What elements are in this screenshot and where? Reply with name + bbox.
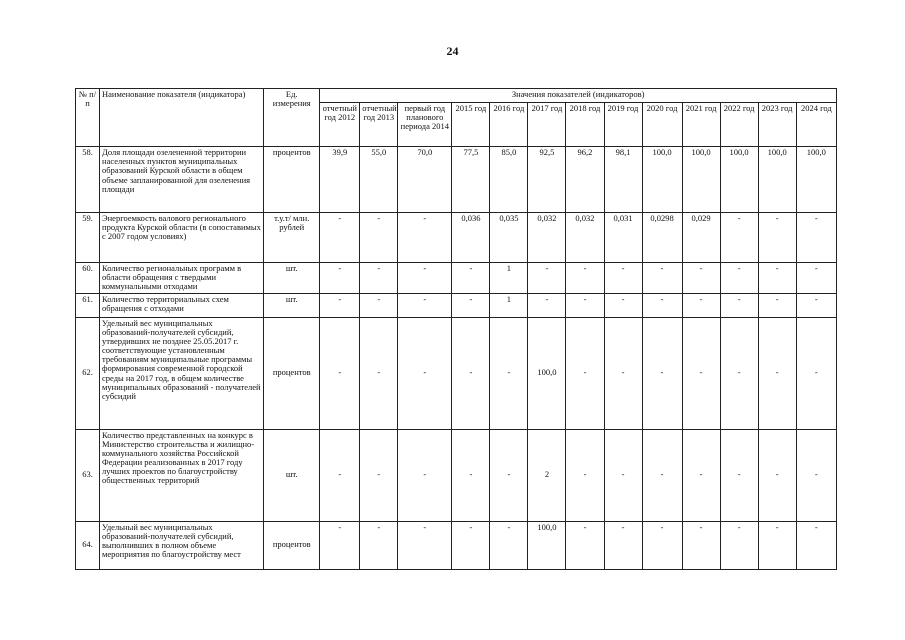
indicator-value: - [758,213,796,263]
indicator-value: 0,036 [452,213,490,263]
indicator-value: - [642,317,682,429]
indicator-value: 100,0 [758,147,796,213]
indicator-value: 1 [490,293,528,317]
indicator-value: 0,032 [528,213,566,263]
unit-of-measure: процентов [264,147,320,213]
unit-of-measure: т.у.т/ млн. рублей [264,213,320,263]
indicator-value: - [398,263,452,294]
header-values: Значения показателей (индикаторов) [320,89,837,103]
indicator-value: - [452,263,490,294]
indicator-value: - [452,521,490,569]
unit-of-measure: шт. [264,263,320,294]
indicator-value: - [320,521,360,569]
indicator-value: - [566,317,604,429]
indicator-value: - [720,521,758,569]
indicator-value: 100,0 [796,147,836,213]
indicator-value: 55,0 [360,147,398,213]
indicator-value: - [796,521,836,569]
unit-of-measure: процентов [264,317,320,429]
indicator-value: 39,9 [320,147,360,213]
indicator-value: - [490,429,528,521]
indicator-value: - [452,317,490,429]
indicator-value: - [682,293,720,317]
indicator-value: - [528,293,566,317]
indicator-value: - [398,521,452,569]
indicator-name: Энергоемкость валового регионального продукта Курской области (в сопоставимых с 2007 годом условиях) [100,213,264,263]
indicator-name: Удельный вес муниципальных образований-получателей субсидий, выполнивших в полном объеме мероприятия по благоустройству мест [100,521,264,569]
indicator-value: 70,0 [398,147,452,213]
indicator-value: - [398,293,452,317]
indicator-value: - [758,293,796,317]
table-row [76,429,837,521]
indicator-value: - [566,263,604,294]
indicator-value: - [720,263,758,294]
indicator-value: - [604,429,642,521]
indicator-value: 100,0 [642,147,682,213]
table-row [76,521,837,569]
indicator-value: - [642,263,682,294]
indicator-value: - [720,429,758,521]
indicator-value: 0,032 [566,213,604,263]
table-row [76,263,837,294]
header-year: 2023 год [758,103,796,147]
indicator-value: 100,0 [528,521,566,569]
indicator-value: - [796,263,836,294]
row-number: 62. [76,317,100,429]
unit-of-measure: процентов [264,521,320,569]
indicator-value: - [360,213,398,263]
row-number: 59. [76,213,100,263]
header-row-top [76,89,837,103]
indicator-value: - [320,213,360,263]
indicator-value: - [682,521,720,569]
indicator-value: - [320,263,360,294]
indicator-value: - [360,263,398,294]
indicator-value: - [796,317,836,429]
indicators-table [75,88,837,570]
indicator-value: - [360,429,398,521]
indicator-value: - [758,317,796,429]
indicator-value: 0,029 [682,213,720,263]
table-row [76,317,837,429]
page-number: 24 [446,44,459,58]
indicator-value: - [604,317,642,429]
indicator-value: 100,0 [528,317,566,429]
indicator-value: - [566,293,604,317]
header-year: 2021 год [682,103,720,147]
header-year: 2020 год [642,103,682,147]
indicator-value: - [720,317,758,429]
indicator-name: Доля площади озелененной территории населенных пунктов муниципальных образований Курской области в общем объеме запланированной для озеленения площади [100,147,264,213]
indicator-value: - [758,521,796,569]
header-year: 2015 год [452,103,490,147]
indicator-value: - [320,293,360,317]
table-row [76,147,837,213]
header-unit: Ед. измерения [264,89,320,147]
header-year: 2024 год [796,103,836,147]
header-year: 2019 год [604,103,642,147]
indicator-value: - [720,293,758,317]
header-year: отчетный год 2013 [360,103,398,147]
header-year: отчетный год 2012 [320,103,360,147]
indicator-value: 100,0 [682,147,720,213]
indicator-value: 98,1 [604,147,642,213]
table-row [76,293,837,317]
indicator-value: - [604,293,642,317]
indicator-value: - [398,213,452,263]
row-number: 63. [76,429,100,521]
indicator-value: - [682,317,720,429]
indicator-value: - [758,429,796,521]
header-year: 2018 год [566,103,604,147]
row-number: 60. [76,263,100,294]
indicator-value: - [320,317,360,429]
indicator-value: 92,5 [528,147,566,213]
indicator-name: Количество территориальных схем обращения с отходами [100,293,264,317]
indicator-value: 0,0298 [642,213,682,263]
header-name: Наименование показателя (индикатора) [100,89,264,147]
indicator-value: - [360,293,398,317]
indicator-value: - [642,521,682,569]
indicator-name: Удельный вес муниципальных образований-получателей субсидий, утвердивших не позднее 25.05.2017 г. соответствующие установленным требованиям муниципальные программы формирования современной городской среды на 2017 год, в общем количестве муниципальных образований - получателей субсидий [100,317,264,429]
indicator-value: 0,031 [604,213,642,263]
indicator-value: 96,2 [566,147,604,213]
indicator-value: - [360,521,398,569]
table-row [76,213,837,263]
indicator-value: - [604,263,642,294]
header-year: 2016 год [490,103,528,147]
indicator-value: - [720,213,758,263]
indicator-value: - [682,263,720,294]
row-number: 61. [76,293,100,317]
indicator-value: - [452,293,490,317]
indicator-value: - [398,317,452,429]
indicator-name: Количество представленных на конкурс в Министерство строительства и жилищно-коммунального хозяйства Российской Федерации реализованных в 2017 году лучших проектов по благоустройству общественных территорий [100,429,264,521]
indicator-value: - [796,429,836,521]
indicator-value: - [796,293,836,317]
header-year: 2022 год [720,103,758,147]
indicator-value: 100,0 [720,147,758,213]
row-number: 58. [76,147,100,213]
header-year: 2017 год [528,103,566,147]
indicator-value: - [566,521,604,569]
indicator-value: 1 [490,263,528,294]
unit-of-measure: шт. [264,293,320,317]
indicator-value: - [682,429,720,521]
indicator-value: - [642,429,682,521]
indicator-value: 0,035 [490,213,528,263]
table-body [76,147,837,570]
indicator-value: 85,0 [490,147,528,213]
indicator-value: - [490,317,528,429]
indicator-value: - [758,263,796,294]
indicator-value: - [642,293,682,317]
indicator-value: 77,5 [452,147,490,213]
indicator-value: - [566,429,604,521]
indicator-value: - [398,429,452,521]
indicator-value: - [796,213,836,263]
header-year: первый год планового периода 2014 [398,103,452,147]
header-num: № п/п [76,89,100,147]
indicator-value: - [360,317,398,429]
indicator-value: - [528,263,566,294]
indicator-name: Количество региональных программ в области обращения с твердыми коммунальными отходами [100,263,264,294]
row-number: 64. [76,521,100,569]
indicator-value: 2 [528,429,566,521]
indicator-value: - [604,521,642,569]
unit-of-measure: шт. [264,429,320,521]
indicator-value: - [452,429,490,521]
indicator-value: - [320,429,360,521]
indicator-value: - [490,521,528,569]
